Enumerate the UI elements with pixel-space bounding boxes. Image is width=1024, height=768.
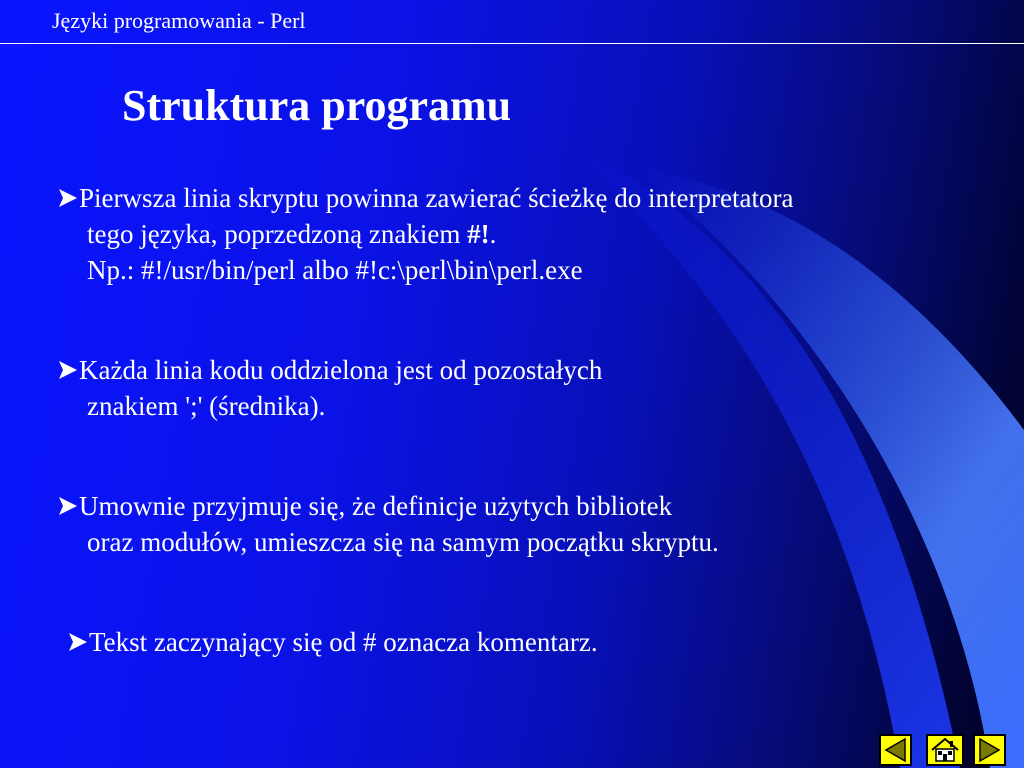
- bullet-line: Każda linia kodu oddzielona jest od pozostałych: [56, 352, 602, 388]
- bullet-line: Tekst zaczynający się od # oznacza komentarz.: [66, 624, 598, 660]
- bullet-line: Np.: #!/usr/bin/perl albo #!c:\perl\bin\perl.exe: [87, 255, 583, 285]
- bullet-line: znakiem ';' (średnika).: [87, 391, 326, 421]
- arrow-bullet-icon: [66, 632, 89, 652]
- bullet-item: [56, 352, 602, 424]
- bullet-item: [56, 488, 719, 560]
- bullet-item: [56, 180, 793, 288]
- bullet-item: [66, 624, 598, 660]
- bullet-line: Umownie przyjmuje się, że definicje użytych bibliotek: [56, 488, 719, 524]
- header-divider: [0, 43, 1024, 44]
- home-button[interactable]: [926, 734, 964, 766]
- presentation-header: Języki programowania - Perl: [52, 8, 306, 33]
- arrow-bullet-icon: [56, 496, 79, 516]
- left-triangle-icon: [881, 736, 910, 764]
- bullet-line: tego języka, poprzedzoną znakiem #!.: [87, 219, 497, 249]
- slide-title: Struktura programu: [122, 81, 512, 130]
- arrow-bullet-icon: [56, 360, 79, 380]
- shebang-text: #!: [467, 219, 490, 249]
- previous-slide-button[interactable]: [879, 734, 912, 766]
- arrow-bullet-icon: [56, 188, 79, 208]
- home-icon: [928, 736, 962, 764]
- bullet-line: Pierwsza linia skryptu powinna zawierać ścieżkę do interpretatora: [56, 180, 793, 216]
- next-slide-button[interactable]: [973, 734, 1006, 766]
- right-triangle-icon: [975, 736, 1004, 764]
- bullet-line: oraz modułów, umieszcza się na samym początku skryptu.: [87, 527, 719, 557]
